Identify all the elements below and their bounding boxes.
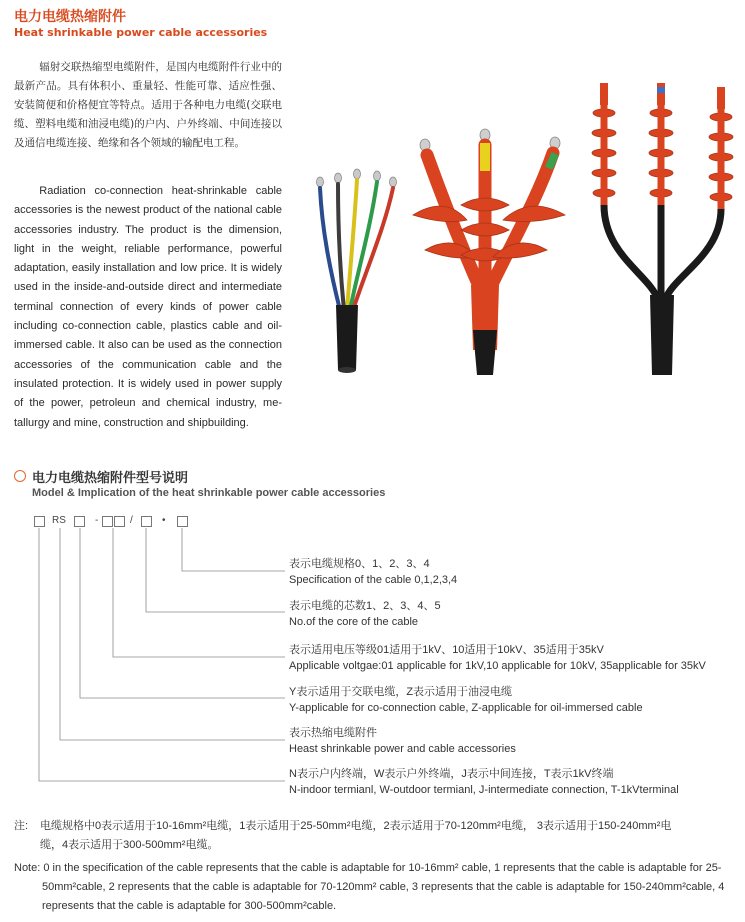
page-title-cn: 电力电缆热缩附件	[14, 9, 126, 25]
desc-voltage	[289, 642, 706, 674]
desc-accessory-cn: 表示热缩电缆附件	[289, 727, 377, 739]
desc-type	[289, 766, 679, 798]
note-cn-line1: 电缆规格中0表示适用于10-16mm²电缆，1表示适用于25-50mm²电缆，2表示适用于70-120mm²电缆， 3表示适用于150-240mm²电	[40, 820, 672, 832]
desc-spec	[289, 556, 457, 588]
desc-voltage-en: Applicable voltgae:01 applicable for 1kV,10 applicable for 10kV, 35applicable for 35kV	[289, 660, 706, 672]
desc-voltage-cn: 表示适用电压等级01适用于1kV、10适用于10kV、35适用于35kV	[289, 644, 604, 656]
desc-accessory	[289, 725, 516, 757]
desc-cable-kind-en: Y-applicable for co-connection cable, Z-applicable for oil-immersed cable	[289, 702, 643, 714]
desc-spec-cn: 表示电缆规格0、1、2、3、4	[289, 558, 430, 570]
note-cn-label: 注:	[14, 820, 29, 832]
model-rs-label: RS	[52, 515, 66, 526]
model-dot: •	[162, 515, 166, 526]
note-en-text: Note: 0 in the specification of the cable represents that the cable is adaptable for 10-16mm² cable, 1 represents that the cable is adaptable for 25-50mm²cable, 2 represents that the cable is adaptable for 70-120mm² cable, 3 represents that the cable is adaptable for 150-240mm²cable, 4 represents that the cable is adaptable for 300-500mm²cable.	[14, 862, 725, 912]
section-title-en: Model & Implication of the heat shrinkable power cable accessories	[32, 487, 386, 499]
desc-cores-cn: 表示电缆的芯数1、2、3、4、5	[289, 600, 441, 612]
desc-cores-en: No.of the core of the cable	[289, 616, 419, 628]
note-cn-line2: 缆，4表示适用于300-500mm²电缆。	[40, 839, 219, 851]
desc-type-en: N-indoor termianl, W-outdoor termianl, J-intermediate connection, T-1kVterminal	[289, 784, 679, 796]
section-title-cn: 电力电缆热缩附件型号说明	[32, 471, 189, 486]
desc-accessory-en: Heast shrinkable power and cable accessories	[289, 743, 516, 755]
note-en	[14, 859, 734, 916]
intro-paragraph-cn: 辐射交联热缩型电缆附件，是国内电缆附件行业中的最新产品。具有体积小、重量轻、性能可靠、适应性强、安装简便和价格便宜等特点。适用于各种电力电缆(交联电缆、塑料电缆和油浸电缆)的户内、户外终端、中间连接以及通信电缆连接、绝缘和各个领域的输配电工程。	[14, 61, 282, 149]
desc-cable-kind	[289, 684, 643, 716]
page-title-en: Heat shrinkable power cable accessories	[14, 26, 268, 39]
desc-spec-en: Specification of the cable 0,1,2,3,4	[289, 574, 458, 586]
model-dash: -	[95, 515, 99, 526]
desc-type-cn: N表示户内终端，W表示户外终端，J表示中间连接，T表示1kV终端	[289, 768, 614, 780]
desc-cores	[289, 598, 441, 630]
intro-paragraph-en: Radiation co-connection heat-shrinkable cable accessories is the newest product of the national cable accessories industry. The product is the dimension, light in the weight, reliable performance, powerful adaptation, easily installation and low price. It is widely used in the inside-and-outside direct and intermediate terminal connection of every kinds of power cable including co-connection cable, plastics cable and oil-immersed cable. It also can be used as the connection accessories of the communication cable and the insulated protection. It is widely used in power supply of the power, petroleun and chemical industry, me-tallurgy and mine, construction and shipbuilding.	[14, 185, 282, 429]
desc-cable-kind-cn: Y表示适用于交联电缆，Z表示适用于油浸电缆	[289, 686, 513, 698]
model-slash: /	[130, 515, 133, 526]
